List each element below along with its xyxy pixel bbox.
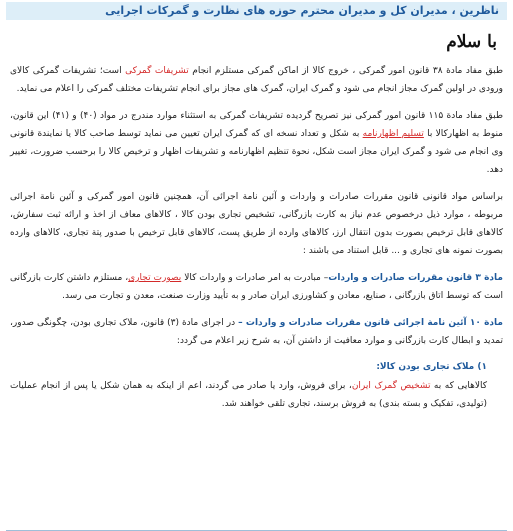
highlight-customs-formalities: تشریفات گمرکی bbox=[125, 66, 189, 76]
highlight-declaration: تسلیم اظهارنامه bbox=[362, 129, 424, 139]
paragraph-import-export-law-article-3: مادة ۳ قانون مقررات صادرات و واردات– مبادرت به امر صادرات و واردات کالا بصورت تجاری، مستلزم داشتن کارت بازرگانی است که توسط اتاق بازرگانی ، صنایع، معادن و کشاورزی ایران صادر و به تأیید وزارت صنعت، معدن و تجارت می رسد. bbox=[10, 273, 503, 301]
greeting: با سلام bbox=[446, 32, 497, 52]
header-title: ناظرین ، مدیران کل و مدیران محترم حوزه های نظارت و گمرکات اجرایی bbox=[105, 4, 499, 17]
item-1-title: ۱) ملاک تجاری بودن کالا: bbox=[376, 362, 487, 372]
highlight-customs-detection: تشخیص گمرک ایران bbox=[351, 381, 431, 391]
paragraph-regulation-article-10: مادة ۱۰ آئین نامة اجرائی قانون مقررات صادرات و واردات – در اجرای مادة (۳) قانون، ملاک تجاری بودن، چگونگی صدور، تمدید و ابطال کارت بازرگانی و موارد معافیت از داشتن آن، به شرح زیر اعلام می گردد: bbox=[10, 318, 503, 346]
paragraph-article-115: طبق مفاد مادة ۱۱۵ قانون امور گمرکی نیز تصریح گردیده تشریفات گمرکی به استثناء موارد مندرج در مواد (۴۰) و (۴۱) این قانون، منوط به اظهارکالا با تسلیم اظهارنامه به شکل و تعداد نسخه ای که گمرک ایران تعیین می نماید توسط صاحب کالا یا نمایندة قانونی وی انجام می شود و گمرک ایران مجاز است شکل، نحوة تنظیم اظهارنامه و تشریفات اظهار و ترخیص کالا را برحسب ضرورت، تغییر دهد. bbox=[10, 111, 504, 175]
article-label: مادة ۳ قانون مقررات صادرات و واردات bbox=[328, 273, 503, 283]
paragraph-legal-basis: براساس مواد قانونی قانون مقررات صادرات و واردات و آئین نامة اجرائی آن، همچنین قانون امور گمرکی و آئین نامة اجرائی مربوطه ، موارد ذیل درخصوص عدم نیاز به کارت بازرگانی، تشخیص تجاری بودن کالا ، کالاهای معاف از اخذ و ارائه ثبت سفارش، کالاهای قابل ترخیص بصورت بدون انتقال ارز، کالاهای وارده از طریق پست، کالاهای قابل ترخیص با صدور پتة تجاری، کالاهای وارده بصورت نمونه های تجاری و ... قابل استناد می باشند : bbox=[10, 192, 503, 256]
letter-header bbox=[6, 2, 507, 20]
article-label: مادة ۱۰ آئین نامة اجرائی قانون مقررات صادرات و واردات – bbox=[238, 318, 503, 328]
item-1-body: کالاهایی که به تشخیص گمرک ایران، برای فروش، وارد یا صادر می گردند، اعم از اینکه به همان شکل یا پس از انجام عملیات (تولیدی، تفکیک و بسته بندی) به فروش برسند، تجاری تلقی خواهند شد. bbox=[10, 381, 487, 409]
highlight-commercial: بصورت تجاری bbox=[128, 273, 182, 283]
paragraph-article-38: طبق مفاد مادة ۳۸ قانون امور گمرکی ، خروج کالا از اماکن گمرکی مستلزم انجام تشریفات گمرکی است؛ تشریفات گمرکی کالای ورودی در اولین گمرک مجاز انجام می شود و گمرک ایران، گمرک های مجاز برای انجام تشریفات مختلف گمرکی را اعلام می نماید. bbox=[10, 66, 503, 94]
